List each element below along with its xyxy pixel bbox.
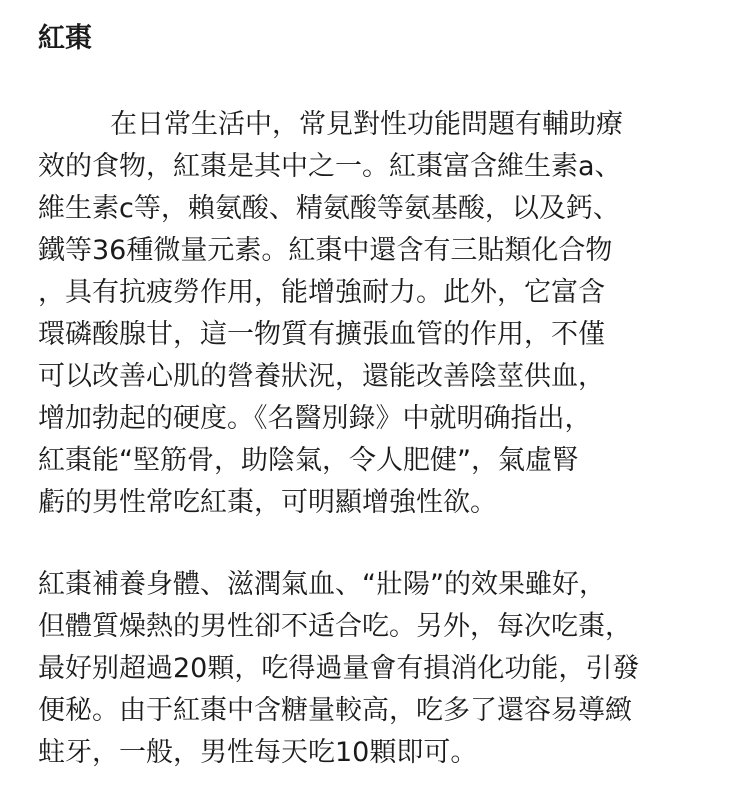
paragraph-line: 效的食物，紅棗是其中之一。紅棗富含維生素a、 — [38, 151, 622, 182]
paragraph-line: 紅棗能“堅筋骨，助陰氣，令人肥健”，氣虛腎 — [38, 445, 579, 476]
paragraph-line: 維生素c等，賴氨酸、精氨酸等氨基酸，以及鈣、 — [38, 193, 620, 224]
paragraph-line: 紅棗補養身體、滋潤氣血、“壯陽”的效果雖好， — [38, 569, 606, 600]
paragraph-line: 最好别超過20顆，吃得過量會有損消化功能，引發 — [38, 653, 640, 684]
paragraph-line: 在日常生活中，常見對性功能問題有輔助療 — [110, 109, 623, 140]
paragraph-line: 蛀牙，一般，男性每天吃10顆即可。 — [38, 737, 478, 768]
paragraph-line: 可以改善心肌的營養狀況，還能改善陰莖供血， — [38, 361, 605, 392]
paragraph-line: 但體質燥熱的男性卻不适合吃。另外，每次吃棗， — [38, 611, 632, 642]
paragraph-line: 增加勃起的硬度。《名醫別錄》中就明确指出， — [38, 403, 592, 434]
article-title: 紅棗 — [38, 23, 92, 54]
paragraph-line: ，具有抗疲勞作用，能增強耐力。此外，它富含 — [38, 277, 605, 308]
paragraph-2 — [38, 564, 718, 774]
paragraph-line: 鐵等36種微量元素。紅棗中還含有三貼類化合物 — [38, 235, 613, 266]
paragraph-line: 便秘。由于紅棗中含糖量較高，吃多了還容易導緻 — [38, 695, 632, 726]
paragraph-1 — [38, 104, 718, 524]
paragraph-line: 虧的男性常吃紅棗，可明顯增強性欲。 — [38, 487, 497, 518]
paragraph-line: 環磷酸腺甘，這一物質有擴張血管的作用，不僅 — [38, 319, 605, 350]
